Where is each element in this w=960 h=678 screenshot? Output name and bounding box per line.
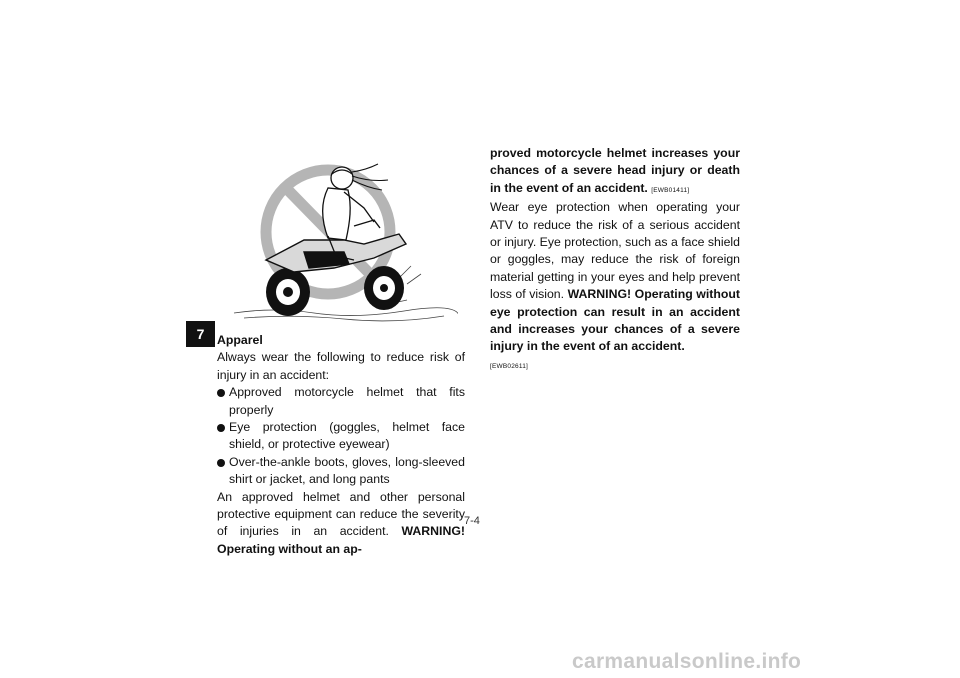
- warning-text: WARNING! Operating without eye protection can result in an accident and increases your chances of a severe injury in the event of an accident.: [490, 287, 740, 354]
- intro-text: Always wear the following to reduce risk of injury in an accident:: [217, 350, 465, 382]
- bullet-icon: [217, 459, 225, 467]
- list-item: Eye protection (goggles, helmet face shield, or protective eyewear): [217, 419, 465, 454]
- apparel-column: [217, 332, 465, 558]
- eye-protection-paragraph: Wear eye protection when operating your ATV to reduce the risk of a serious accident or injury. Eye protection, such as a face shield or goggles, may reduce the risk of foreign material getting in your eyes and help prevent loss of vision. WARNING! Operating without eye protection can result in an accident and increases your chances of a severe injury in the event of an accident.: [490, 200, 740, 354]
- section-heading: Apparel: [217, 333, 263, 347]
- bullet-icon: [217, 424, 225, 432]
- bullet-icon: [217, 389, 225, 397]
- front-wheel: [364, 266, 404, 310]
- prohibited-atv-rider-illustration: [224, 148, 458, 328]
- chapter-tab: 7: [186, 321, 215, 347]
- rear-wheel: [266, 268, 310, 316]
- apparel-list: [217, 384, 465, 488]
- list-item: Approved motorcycle helmet that fits properly: [217, 384, 465, 419]
- equipment-paragraph: An approved helmet and other personal protective equipment can reduce the severity of injuries in an accident. WARNING! Operating without an ap-: [217, 489, 465, 556]
- warning-continuation: proved motorcycle helmet increases your chances of a severe head injury or death in the event of an accident. [EWB01411]: [490, 146, 740, 195]
- reference-code: [EWB02611]: [490, 362, 529, 370]
- watermark: carmanualsonline.info: [572, 650, 802, 673]
- reference-code-line: [490, 356, 740, 375]
- page-number: 7-4: [464, 515, 480, 527]
- eye-protection-column: [490, 145, 740, 375]
- list-item: Over-the-ankle boots, gloves, long-sleeved shirt or jacket, and long pants: [217, 454, 465, 489]
- reference-code: [EWB01411]: [651, 186, 690, 194]
- warning-text: WARNING! Operating without an ap-: [217, 524, 465, 556]
